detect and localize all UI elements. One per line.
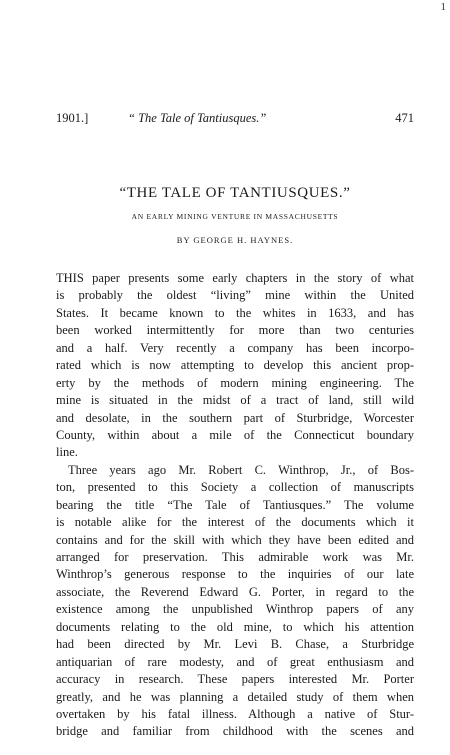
running-head (56, 110, 414, 126)
text-line: Three years ago Mr. Robert C. Winthrop, Jr., of Bos- (68, 462, 414, 477)
text-line: States. It became known to the whites in 1633, and has (56, 305, 414, 320)
article-byline: BY GEORGE H. HAYNES. (176, 235, 294, 245)
running-head-year: 1901.] (56, 111, 89, 125)
text-line: contains and for the skill with which they have been edited and (56, 532, 414, 547)
text-line: County, within about a mile of the Connecticut boundary (56, 427, 414, 442)
paragraph (56, 462, 414, 741)
text-line: is notable alike for the interest of the documents which it (56, 515, 414, 530)
paragraph (56, 270, 414, 462)
text-line: erty by the methods of modern mining engineering. The (56, 375, 414, 390)
article-title: “THE TALE OF TANTIUSQUES.” (119, 185, 351, 201)
text-line: overtaken by his fatal illness. Although a native of Stur- (56, 706, 414, 721)
text-line: Winthrop’s generous response to the inquiries of our late (56, 567, 414, 582)
text-line: line. (56, 445, 78, 460)
text-line: and a half. Very recently a company has been incorpo- (56, 340, 414, 355)
text-line: and desolate, in the southern part of Sturbridge, Worcester (56, 410, 414, 425)
text-line: associate, the Reverend Edward G. Porter, in regard to the (56, 584, 414, 599)
running-head-title: “ The Tale of Tantiusques.” (128, 111, 267, 125)
article-subtitle: AN EARLY MINING VENTURE IN MASSACHUSETTS (131, 212, 339, 221)
text-line: ton, presented to this Society a collection of manuscripts (56, 480, 414, 495)
text-line: arranged for preservation. This admirable work was Mr. (56, 550, 414, 564)
text-line: greatly, and he was planning a detailed study of them when (56, 689, 414, 704)
text-line: rated which is now attempting to develop this ancient prop- (56, 358, 414, 373)
text-line: accuracy in research. These papers interested Mr. Porter (56, 672, 414, 687)
text-line: bridge and familiar from childhood with the scenes and (56, 724, 414, 739)
text-line: is probably the oldest “living” mine within the United (56, 288, 414, 303)
text-line: had been directed by Mr. Levi B. Chase, a Sturbridge (56, 637, 414, 652)
text-line: been worked intermittently for more than two centuries (56, 323, 414, 338)
page-number: 471 (395, 111, 414, 125)
text-line: THIS paper presents some early chapters in the story of what (56, 271, 414, 285)
text-line: existence among the unpublished Winthrop papers of any (56, 602, 414, 617)
text-line: documents relating to the old mine, to which his attention (56, 619, 414, 634)
text-line: mine is situated in the midst of a tract of land, still wild (56, 393, 414, 408)
text-line: antiquarian of rare modesty, and of great enthusiasm and (56, 654, 414, 669)
body-text (56, 270, 414, 741)
corner-mark: 1 (440, 1, 446, 13)
text-line: bearing the title “The Tale of Tantiusques.” The volume (56, 497, 414, 512)
